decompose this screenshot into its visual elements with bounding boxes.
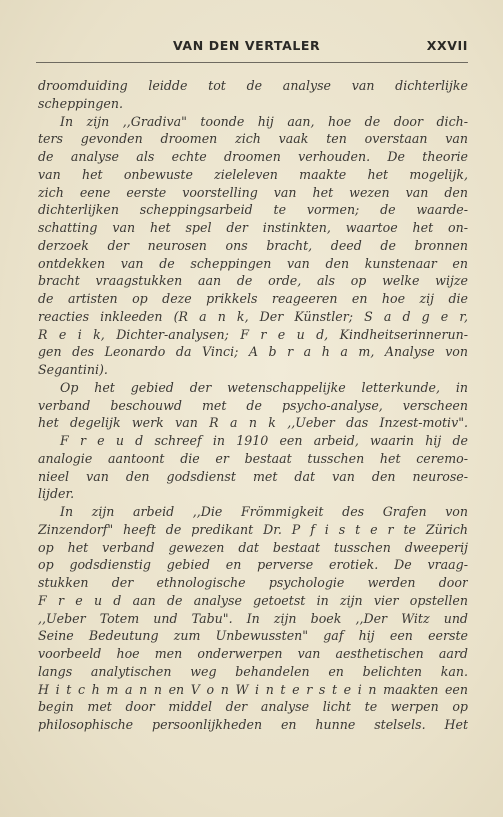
text-line: scheppingen. <box>38 95 123 111</box>
text-line: analogie aantoont die er bestaat tusschen het ceremo- <box>38 450 468 466</box>
text-line: het degelijk werk van R a n k ,,Ueber das Inzest-motiv". <box>38 415 468 431</box>
text-line: ontdekken van de scheppingen van den kunstenaar en <box>38 255 468 271</box>
running-head <box>36 38 468 56</box>
text-line: begin met door middel der analyse licht te werpen op <box>38 699 468 715</box>
text-line: In zijn arbeid ,,Die Frömmigkeit des Grafen von <box>60 504 468 519</box>
text-line: F r e u d schreef in 1910 een arbeid, waarin hij de <box>60 433 468 448</box>
text-line: verband beschouwd met de psycho-analyse, verscheen <box>38 397 468 413</box>
text-line: philosophische persoonlijkheden en hunne stelsels. Het <box>38 717 468 732</box>
text-line: ters gevonden droomen zich vaak ten overstaan van <box>38 131 468 147</box>
text-line: F r e u d aan de analyse getoetst in zijn vier opstellen <box>38 592 468 608</box>
text-line: lijder. <box>38 486 75 502</box>
text-line: nieel van den godsdienst met dat van den neurose- <box>38 468 468 484</box>
text-line: dichterlijken scheppingsarbeid te vormen; de waarde- <box>38 202 468 218</box>
text-line: Seine Bedeutung zum Unbewussten" gaf hij een eerste <box>38 628 468 644</box>
text-line: stukken der ethnologische psychologie werden door <box>38 575 468 590</box>
text-line: langs analytischen weg behandelen en belichten kan. <box>38 663 468 679</box>
page-number: XXVII <box>426 38 468 53</box>
text-line: schatting van het spel der instinkten, waartoe het on- <box>38 220 468 235</box>
text-line: ,,Ueber Totem und Tabu". In zijn boek ,,Der Witz und <box>38 610 468 626</box>
text-line: van het onbewuste zieleleven maakte het mogelijk, <box>38 166 468 182</box>
body-text <box>38 77 468 734</box>
text-line: gen des Leonardo da Vinci; A b r a h a m, Analyse von <box>38 344 468 360</box>
text-line: H i t c h m a n n en V o n W i n t e r s t e i n maakten een <box>38 681 468 697</box>
text-line: reacties inkleeden (R a n k, Der Künstler; S a d g e r, <box>38 308 468 324</box>
text-line: Segantini). <box>38 362 108 377</box>
text-line: R e i k, Dichter-analysen; F r e u d, Kindheitserinnerun- <box>38 326 468 342</box>
text-line: de artisten op deze prikkels reageeren en hoe zij die <box>38 291 468 306</box>
text-line: bracht vraagstukken aan de orde, als op welke wijze <box>38 273 468 289</box>
text-line: Op het gebied der wetenschappelijke letterkunde, in <box>60 379 468 395</box>
text-line: droomduiding leidde tot de analyse van dichterlijke <box>38 78 468 93</box>
text-line: voorbeeld hoe men onderwerpen van aesthetischen aard <box>38 646 468 661</box>
text-line: de analyse als echte droomen verhouden. De theorie <box>38 149 468 164</box>
running-title: VAN DEN VERTALER <box>173 38 321 53</box>
text-line: Zinzendorf" heeft de predikant Dr. P f i s t e r te Zürich <box>38 521 468 537</box>
text-line: In zijn ,,Gradiva" toonde hij aan, hoe de door dich- <box>60 113 468 129</box>
text-line: derzoek der neurosen ons bracht, deed de bronnen <box>38 237 468 253</box>
header-rule <box>36 62 468 63</box>
text-line: op het verband gewezen dat bestaat tusschen dweeperij <box>38 539 468 555</box>
text-line: op godsdienstig gebied en perverse erotiek. De vraag- <box>38 557 468 573</box>
text-line: zich eene eerste voorstelling van het wezen van den <box>38 184 468 200</box>
